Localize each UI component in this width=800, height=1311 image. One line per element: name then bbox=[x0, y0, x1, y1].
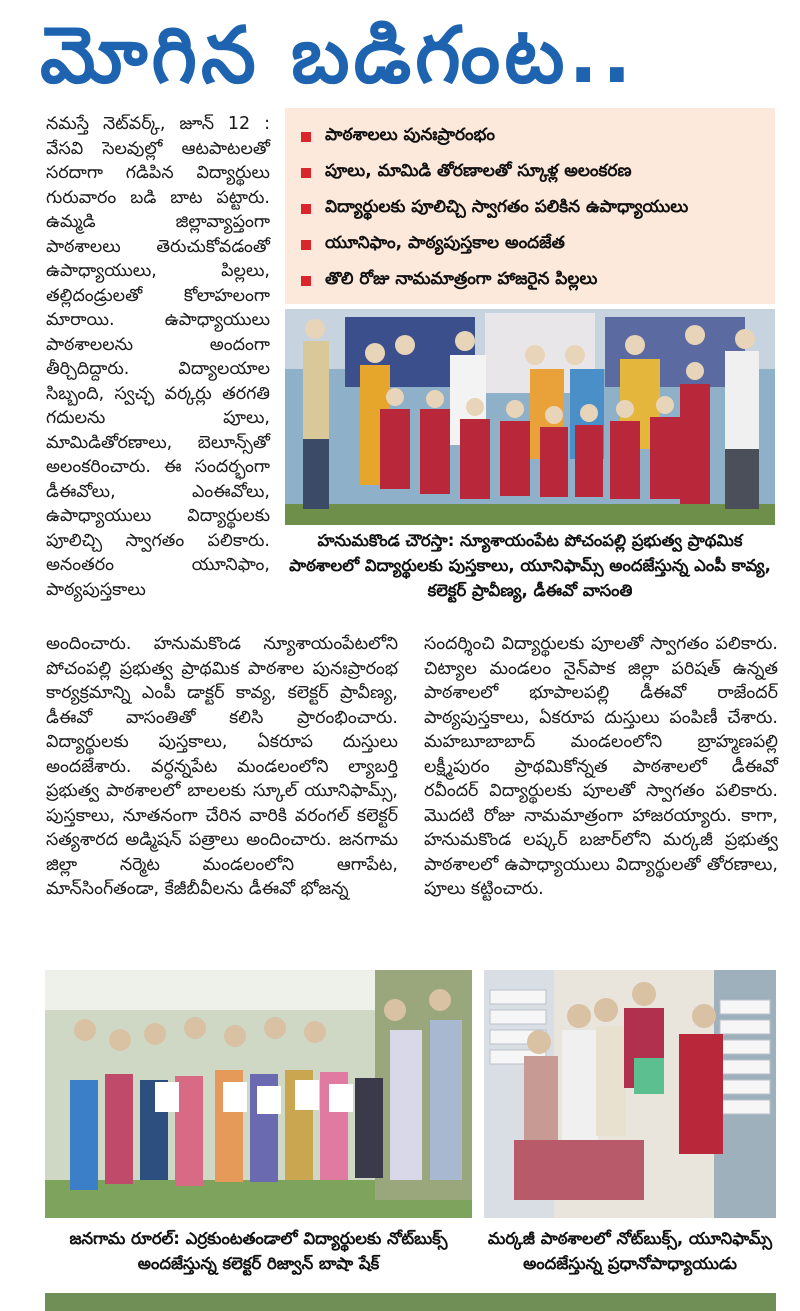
left-photo bbox=[45, 970, 472, 1218]
bullet-square-icon bbox=[301, 168, 311, 178]
body-paragraph-left: అందించారు. హనుమకొండ న్యూశాయంపేటలోని పోచంపల్లి ప్రభుత్వ ప్రాథమిక పాఠశాల పునఃప్రారంభ కార్యక్రమాన్ని ఎంపీ డాక్టర్ కావ్య, కలెక్టర్ ప్రావీణ్య, డీఈవో వాసంతితో కలిసి ప్రారంభించారు. విద్యార్థులకు పుస్తకాలు, ఏకరూప దుస్తులు అందజేశారు. వర్ధన్నపేట మండలంలోని ల్యాబర్తి ప్రభుత్వ పాఠశాలలో బాలలకు స్కూల్ యూనిఫామ్స్, పుస్తకాలు, నూతనంగా చేరిన వారికి వరంగల్ కలెక్టర్ సత్యశారద అడ్మిషన్ పత్రాలు అందించారు. జనగామ జిల్లా నర్మెట మండలంలోని ఆగాపేట, మాన్‌సింగ్‌తండా, కేజీబీవీలను డీఈవో భోజన్న bbox=[46, 634, 398, 899]
bullet-square-icon bbox=[301, 276, 311, 286]
main-photo bbox=[285, 309, 775, 525]
body-column-left bbox=[46, 632, 398, 902]
bullet-square-icon bbox=[301, 204, 311, 214]
bullet-square-icon bbox=[301, 240, 311, 250]
intro-paragraph: నమస్తే నెట్‌వర్క్, జూన్ 12 : వేసవి సెలవుల్లో ఆటపాటలతో సరదాగా గడిపిన విద్యార్థులు గురువారం బడి బాట పట్టారు. ఉమ్మడి జిల్లావ్యాప్తంగా పాఠశాలలు తెరుచుకోవడంతో ఉపాధ్యాయులు, పిల్లలు, తల్లిదండ్రులతో కోలాహలంగా మారాయి. ఉపాధ్యాయులు పాఠశాలలను అందంగా తీర్చిదిద్దారు. విద్యాలయాల సిబ్బంది, స్వచ్ఛ వర్కర్లు తరగతి గదులను పూలు, మామిడితోరణాలు, బెలూన్స్‌తో అలంకరించారు. ఈ సందర్భంగా డీఈవోలు, ఎంఈవోలు, ఉపాధ్యాయులు విద్యార్థులకు పూలిచ్చి స్వాగతం పలికారు. అనంతరం యూనిఫాం, పాఠ్యపుస్తకాలు bbox=[46, 114, 270, 600]
right-photo-caption: మర్కజీ పాఠశాలలో నోట్‌బుక్స్, యూనిఫామ్స్ అందజేస్తున్న ప్రధానోపాధ్యాయుడు bbox=[487, 1229, 773, 1273]
highlight-item: తొలి రోజు నామమాత్రంగా హాజరైన పిల్లలు bbox=[301, 265, 763, 296]
right-photo bbox=[484, 970, 776, 1218]
highlight-item: విద్యార్థులకు పూలిచ్చి స్వాగతం పలికిన ఉపాధ్యాయులు bbox=[301, 193, 763, 224]
next-photo-strip bbox=[45, 1293, 776, 1311]
headline: మోగిన బడిగంట.. bbox=[40, 11, 636, 101]
highlights-box bbox=[285, 108, 775, 304]
bullet-square-icon bbox=[301, 132, 311, 142]
body-paragraph-right: సందర్శించి విద్యార్థులకు పూలతో స్వాగతం పలికారు. చిట్యాల మండలం నైన్‌పాక జిల్లా పరిషత్ ఉన్నత పాఠశాలలో భూపాలపల్లి డీఈవో రాజేందర్ పాఠ్యపుస్తకాలు, ఏకరూప దుస్తులు పంపిణీ చేశారు. మహబూబాబాద్ మండలంలోని బ్రాహ్మణపల్లి లక్ష్మీపురం ప్రాథమికోన్నత పాఠశాలలో డీఈవో రవీందర్ విద్యార్థులకు పూలతో స్వాగతం పలికారు. మొదటి రోజు నామమాత్రంగా హాజరయ్యారు. కాగా, హనుమకొండ లష్కర్ బజార్‌లోని మర్కజీ ప్రభుత్వ పాఠశాలలో ఉపాధ్యాయులు విద్యార్థులతో తోరణాలు, పూలు కట్టించారు. bbox=[424, 634, 778, 899]
intro-column bbox=[46, 112, 270, 602]
body-column-right bbox=[424, 632, 778, 902]
highlight-item: యూనిఫాం, పాఠ్యపుస్తకాల అందజేత bbox=[301, 229, 763, 260]
main-photo-caption: హనుమకొండ చౌరస్తా: న్యూశాయంపేట పోచంపల్లి ప్రభుత్వ ప్రాథమిక పాఠశాలలో విద్యార్థులకు పుస్తకాలు, యూనిఫామ్స్ అందజేస్తున్న ఎంపీ కావ్య, కలెక్టర్ ప్రావీణ్య, డీఈవో వాసంతి bbox=[289, 531, 771, 600]
highlight-item: పూలు, మామిడి తోరణాలతో స్కూళ్ల అలంకరణ bbox=[301, 157, 763, 188]
highlight-item: పాఠశాలలు పునఃప్రారంభం bbox=[301, 121, 763, 152]
left-photo-caption: జనగామ రూరల్: ఎర్రకుంటతండాలో విద్యార్థులకు నోట్‌బుక్స్ అందజేస్తున్న కలెక్టర్ రిజ్వాన్ బాషా షేక్ bbox=[69, 1229, 448, 1273]
